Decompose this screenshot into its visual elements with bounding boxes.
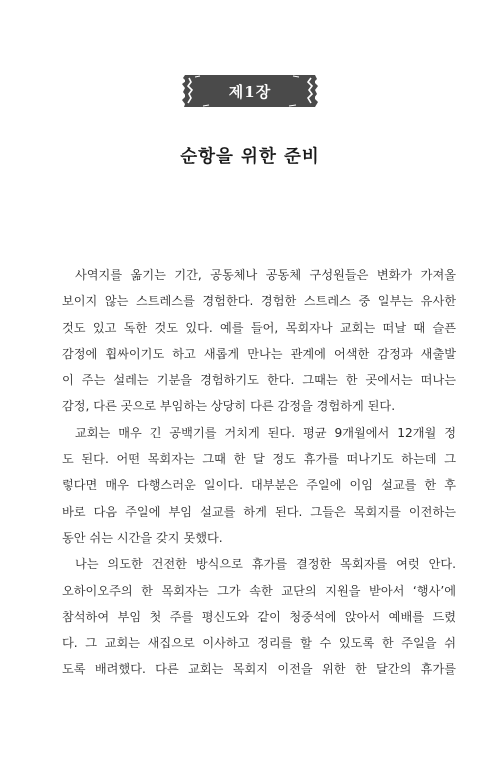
text-line: 것도 있고 독한 것도 있다. 예를 들어, 목회자나 교회는 떠날 때 슬픈 [62, 320, 456, 335]
text-line: 감정에 휩싸이기도 하고 새롭게 만나는 관계에 어색한 감정과 새출발 [62, 346, 456, 361]
text-line: 보이지 않는 스트레스를 경험한다. 경험한 스트레스 중 일부는 유사한 [62, 294, 456, 309]
paragraph-1 [62, 262, 456, 420]
text-line: 도 된다. 어떤 목회자는 그때 한 달 정도 휴가를 떠나기도 하는데 그 [62, 452, 456, 467]
text-line: 동안 쉬는 시간을 갖지 못했다. [62, 530, 223, 545]
text-line: 다. 그 교회는 새집으로 이사하고 정리를 할 수 있도록 한 주일을 쉬 [62, 636, 456, 651]
text-line: 렇다면 매우 다행스러운 일이다. 대부분은 주일에 이임 설교를 한 후 [62, 478, 456, 493]
text-line: 바로 다음 주일에 부임 설교를 하게 된다. 그들은 목회지를 이전하는 [62, 504, 456, 519]
text-line: 이 주는 설레는 기분을 경험하기도 한다. 그때는 한 곳에서는 떠나는 [62, 373, 456, 388]
text-line: 참석하여 부임 첫 주를 평신도와 같이 청중석에 앉아서 예배를 드렸 [62, 609, 456, 624]
text-line: 도록 배려했다. 다른 교회는 목회지 이전을 위한 한 달간의 휴가를 [62, 662, 456, 677]
text-line: 감정, 다른 곳으로 부임하는 상당히 다른 감정을 경험하게 된다. [62, 399, 396, 414]
paragraph-2 [62, 420, 456, 551]
text-line: 교회는 매우 긴 공백기를 거치게 된다. 평균 9개월에서 12개월 정 [75, 425, 456, 440]
text-line: 사역지를 옮기는 기간, 공동체나 공동체 구성원들은 변화가 가져올 [75, 268, 456, 282]
chapter-badge [181, 72, 319, 110]
text-line: 오하이오주의 한 목회자는 그가 속한 교단의 지원을 받아서 ‘행사’에 [62, 583, 456, 598]
body-text [62, 262, 456, 683]
paragraph-3 [62, 551, 456, 682]
text-line: 나는 의도한 건전한 방식으로 휴가를 결정한 목회자를 여럿 안다. [75, 557, 456, 572]
chapter-label: 제1장 [228, 82, 272, 101]
chapter-title: 순항을 위한 준비 [180, 147, 320, 167]
